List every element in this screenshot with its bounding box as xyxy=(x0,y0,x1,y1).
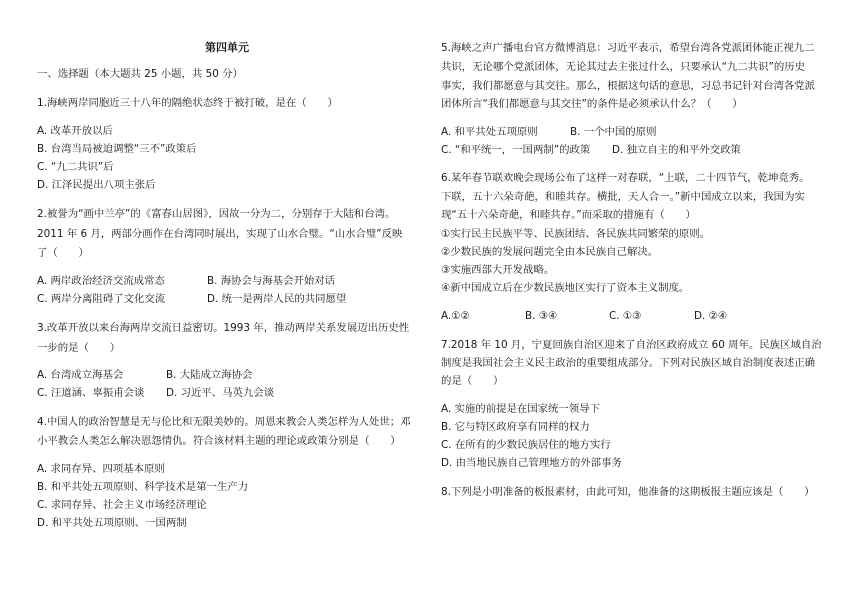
option[interactable]: B. 一个中国的原则 xyxy=(570,126,657,138)
question-stem: 1.海峡两岸同胞近三十八年的隔绝状态终于被打破，是在（ ） xyxy=(37,97,338,109)
statement-item: ①实行民主民族平等、民族团结、各民族共同繁荣的原则。 xyxy=(441,228,711,240)
option[interactable]: A. 实施的前提是在国家统一领导下 xyxy=(441,403,600,415)
option[interactable]: C. 两岸分离阻碍了文化交流 xyxy=(37,293,166,305)
option[interactable]: A. 求同存异、四项基本原则 xyxy=(37,463,165,475)
question-stem: 制度是我国社会主义民主政治的重要组成部分。下列对民族区域自治制度表述正确 xyxy=(441,357,816,369)
question-stem: 一步的是（ ） xyxy=(37,342,121,354)
question-stem: 4.中国人的政治智慧是无与伦比和无限美妙的。周恩来教会人类怎样为人处世；邓 xyxy=(37,416,411,428)
option[interactable]: B. 台湾当局被迫调整“三不”政策后 xyxy=(37,143,197,155)
option[interactable]: D. 江泽民提出八项主张后 xyxy=(37,179,156,191)
question-stem: 下联，五十六朵奇葩，和睦共存。横批，天人合一。”新中国成立以来，我国为实 xyxy=(441,191,805,203)
statement-item: ④新中国成立后在少数民族地区实行了资本主义制度。 xyxy=(441,282,690,294)
option[interactable]: A. 两岸政治经济交流成常态 xyxy=(37,275,165,287)
statement-item: ③实施西部大开发战略。 xyxy=(441,264,555,276)
option[interactable]: D. ②④ xyxy=(694,310,728,322)
question-stem: 了（ ） xyxy=(37,247,89,259)
question-stem: 现“五十六朵奇葩，和睦共存。”而采取的措施有（ ） xyxy=(441,209,696,221)
question-stem: 2.被誉为“画中兰亭”的《富春山居图》，因故一分为二，分别存于大陆和台湾。 xyxy=(37,208,396,220)
option[interactable]: A. 改革开放以后 xyxy=(37,125,113,137)
option[interactable]: C. 汪道涵、辜振甫会谈 xyxy=(37,387,145,399)
option[interactable]: D. 习近平、马英九会谈 xyxy=(166,387,275,399)
option[interactable]: B. 大陆成立海协会 xyxy=(166,369,253,381)
question-stem: 8.下列是小明准备的板报素材，由此可知，他准备的这期板报主题应该是（ ） xyxy=(441,486,815,498)
option[interactable]: C. ①③ xyxy=(609,310,642,322)
option[interactable]: C. “九二共识”后 xyxy=(37,161,114,173)
question-stem: 3.改革开放以来台海两岸交流日益密切。1993 年，推动两岸关系发展迈出历史性 xyxy=(37,322,410,334)
question-stem: 共识，无论哪个党派团体，无论其过去主张过什么，只要承认“九二共识”的历史 xyxy=(441,61,806,73)
option[interactable]: C. “和平统一，一国两制”的政策 xyxy=(441,144,591,156)
option[interactable]: B. ③④ xyxy=(525,310,558,322)
option[interactable]: D. 和平共处五项原则、一国两制 xyxy=(37,517,187,529)
option[interactable]: C. 求同存异、社会主义市场经济理论 xyxy=(37,499,207,511)
question-stem: 5.海峡之声广播电台官方微博消息：习近平表示，希望台湾各党派团体能正视九二 xyxy=(441,42,815,54)
option[interactable]: A. 和平共处五项原则 xyxy=(441,126,538,138)
option[interactable]: C. 在所有的少数民族居住的地方实行 xyxy=(441,439,611,451)
unit-title: 第四单元 xyxy=(205,41,249,54)
option[interactable]: A.①② xyxy=(441,310,470,322)
question-stem: 2011 年 6 月，两部分画作在台湾同时展出，实现了山水合璧。“山水合璧”反映 xyxy=(37,228,403,240)
question-stem: 团体所言“我们都愿意与其交往”的条件是必须承认什么？（ ） xyxy=(441,98,743,110)
option[interactable]: B. 它与特区政府享有同样的权力 xyxy=(441,421,590,433)
option[interactable]: D. 由当地民族自己管理地方的外部事务 xyxy=(441,457,622,469)
statement-item: ②少数民族的发展问题完全由本民族自己解决。 xyxy=(441,246,659,258)
question-stem: 的是（ ） xyxy=(441,375,504,387)
option[interactable]: B. 海协会与海基会开始对话 xyxy=(207,275,336,287)
option[interactable]: D. 独立自主的和平外交政策 xyxy=(612,144,741,156)
question-stem: 6.某年春节联欢晚会现场公布了这样一对春联，“上联，二十四节气，乾坤竞秀。 xyxy=(441,172,810,184)
question-stem: 事实，我们都愿意与其交往。那么，根据这句话的意思，习总书记针对台湾各党派 xyxy=(441,80,816,92)
option[interactable]: A. 台湾成立海基会 xyxy=(37,369,124,381)
option[interactable]: B. 和平共处五项原则、科学技术是第一生产力 xyxy=(37,481,249,493)
option[interactable]: D. 统一是两岸人民的共同愿望 xyxy=(207,293,347,305)
question-stem: 小平教会人类怎么解决恩怨情仇。符合该材料主题的理论或政策分别是（ ） xyxy=(37,435,401,447)
section-heading: 一、选择题（本大题共 25 小题，共 50 分） xyxy=(37,68,243,80)
question-stem: 7.2018 年 10 月，宁夏回族自治区迎来了自治区政府成立 60 周年。民族区域自治 xyxy=(441,339,822,351)
